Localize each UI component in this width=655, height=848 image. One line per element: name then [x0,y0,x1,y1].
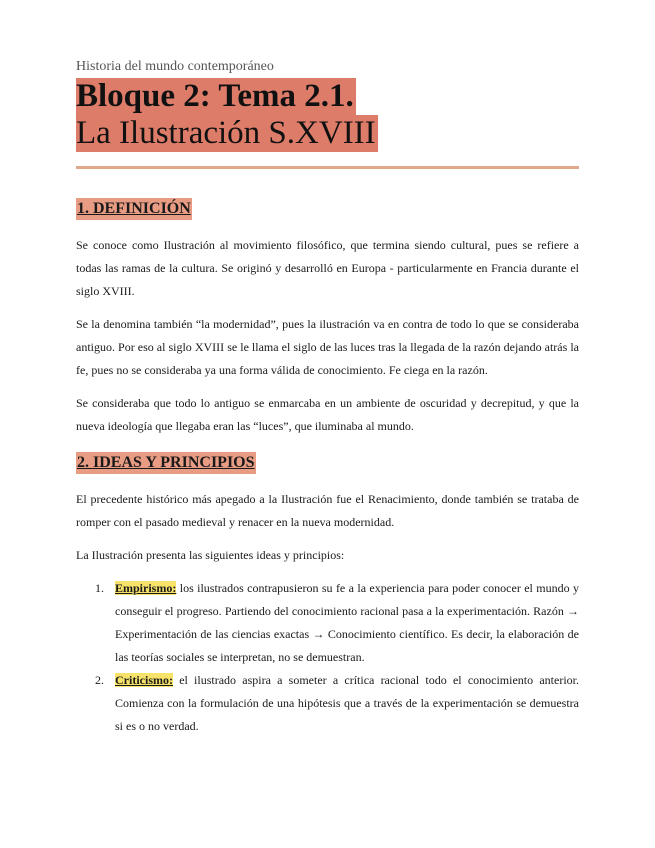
list-item [76,577,579,669]
list-item-text: los ilustrados contrapusieron su fe a la experiencia para poder conocer el mundo y conseguir el progreso. Partiendo del conocimiento racional pasa a la experimentación. Razón → Experimentación de las ciencias exactas → Conocimiento científico. Es decir, la elaboración de las teorías sociales se interpretan, no se demuestran. [115,581,579,664]
paragraph: El precedente histórico más apegado a la Ilustración fue el Renacimiento, donde también se trataba de romper con el pasado medieval y renacer en la nueva modernidad. [76,492,579,529]
paragraph: Se consideraba que todo lo antiguo se enmarcaba en un ambiente de oscuridad y decrepitud, y que la nueva ideología que llegaba eran las “luces”, que iluminaba al mundo. [76,396,579,433]
paragraph: Se conoce como Ilustración al movimiento filosófico, que termina siendo cultural, pues se refiere a todas las ramas de la cultura. Se originó y desarrolló en Europa - particularmente en Francia durante el siglo XVIII. [76,238,579,298]
title-divider [76,166,579,169]
title-line-1: Bloque 2: Tema 2.1. [76,78,354,114]
section-definicion [76,198,579,438]
section-ideas [76,452,579,738]
list-item [76,669,579,738]
section-heading-definicion: 1. DEFINICIÓN [76,198,192,220]
course-subtitle: Historia del mundo contemporáneo [76,59,274,74]
ideas-list [76,577,579,738]
list-item-number: 1. [95,581,104,595]
document-page [76,58,579,738]
paragraph: La Ilustración presenta las siguientes ideas y principios: [76,548,345,562]
section-heading-ideas: 2. IDEAS Y PRINCIPIOS [76,452,256,474]
document-title [76,78,579,152]
paragraph: Se la denomina también “la modernidad”, pues la ilustración va en contra de todo lo que se consideraba antiguo. Por eso al siglo XVIII se le llama el siglo de las luces tras la llegada de la razón dejando atrás la fe, pues no se consideraba ya una forma válida de conocimiento. Fe ciega en la razón. [76,317,579,377]
list-item-term: Criticismo: [115,673,173,687]
title-line-2: La Ilustración S.XVIII [76,115,376,151]
list-item-text: el ilustrado aspira a someter a crítica racional todo el conocimiento anterior. Comienza con la formulación de una hipótesis que a través de la experimentación se demuestra si es o no verdad. [115,673,579,733]
list-item-term: Empirismo: [115,581,177,595]
list-item-number: 2. [95,673,104,687]
